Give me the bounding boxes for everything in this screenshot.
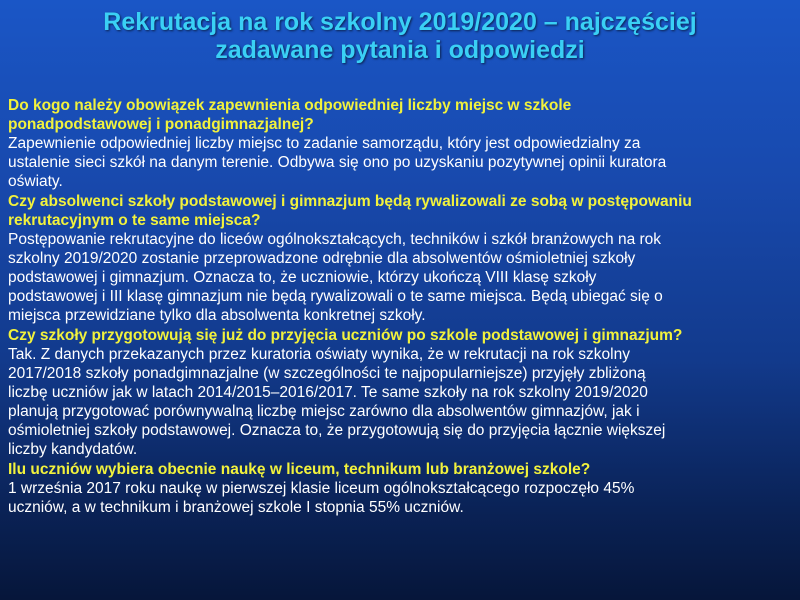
answer-line: liczbę uczniów jak w latach 2014/2015–2016/2017. Te same szkoły na rok szkolny 2019/2020 bbox=[8, 384, 648, 401]
question-line: Do kogo należy obowiązek zapewnienia odpowiedniej liczby miejsc w szkole bbox=[8, 97, 572, 114]
answer-line: 1 września 2017 roku naukę w pierwszej klasie liceum ogólnokształcącego rozpoczęło 45% bbox=[8, 480, 635, 497]
faq-question-1 bbox=[8, 96, 794, 134]
faq-item-2 bbox=[8, 192, 794, 325]
answer-line: miejsca przewidziane tylko dla absolwenta konkretnej szkoły. bbox=[8, 307, 426, 324]
answer-line: Postępowanie rekrutacyjne do liceów ogólnokształcących, techników i szkół branżowych na rok bbox=[8, 231, 662, 248]
question-line: Ilu uczniów wybiera obecnie naukę w liceum, technikum lub branżowej szkole? bbox=[8, 461, 591, 478]
faq-item-3 bbox=[8, 326, 794, 459]
answer-line: podstawowej i III klasę gimnazjum nie będą rywalizowali o te same miejsca. Będą ubiegać się o bbox=[8, 288, 663, 305]
faq-answer-2 bbox=[8, 230, 794, 325]
answer-line: liczby kandydatów. bbox=[8, 441, 138, 458]
slide-title bbox=[0, 8, 800, 64]
answer-line: 2017/2018 szkoły ponadgimnazjalne (w szczególności te najpopularniejsze) przyjęły zbliżoną bbox=[8, 365, 646, 382]
answer-line: uczniów, a w technikum i branżowej szkole I stopnia 55% uczniów. bbox=[8, 499, 464, 516]
faq-answer-4 bbox=[8, 479, 794, 517]
answer-line: planują przygotować porównywalną liczbę miejsc zarówno dla absolwentów gimnazjów, jak i bbox=[8, 403, 640, 420]
question-line: rekrutacyjnym o te same miejsca? bbox=[8, 212, 261, 229]
answer-line: Zapewnienie odpowiedniej liczby miejsc to zadanie samorządu, który jest odpowiedzialny za bbox=[8, 135, 641, 152]
answer-line: ustalenie sieci szkół na danym terenie. Odbywa się ono po uzyskaniu pozytywnej opinii kuratora bbox=[8, 154, 667, 171]
faq-question-3 bbox=[8, 326, 794, 345]
slide-title-line-2: zadawane pytania i odpowiedzi bbox=[215, 36, 585, 64]
answer-line: szkolny 2019/2020 zostanie przeprowadzone odrębnie dla absolwentów ośmioletniej szkoły bbox=[8, 250, 636, 267]
question-line: ponadpodstawowej i ponadgimnazjalnej? bbox=[8, 116, 314, 133]
answer-line: oświaty. bbox=[8, 173, 63, 190]
question-line: Czy szkoły przygotowują się już do przyjęcia uczniów po szkole podstawowej i gimnazjum? bbox=[8, 327, 683, 344]
faq-item-4 bbox=[8, 460, 794, 517]
answer-line: podstawowej i gimnazjum. Oznacza to, że uczniowie, którzy ukończą VIII klasę szkoły bbox=[8, 269, 597, 286]
slide-title-line-1: Rekrutacja na rok szkolny 2019/2020 – najczęściej bbox=[103, 8, 697, 36]
faq-item-1 bbox=[8, 96, 794, 191]
faq-answer-3 bbox=[8, 345, 794, 459]
faq-question-2 bbox=[8, 192, 794, 230]
faq-question-4 bbox=[8, 460, 794, 479]
faq-list bbox=[8, 96, 794, 518]
question-line: Czy absolwenci szkoły podstawowej i gimnazjum będą rywalizowali ze sobą w postępowaniu bbox=[8, 193, 692, 210]
answer-line: Tak. Z danych przekazanych przez kuratoria oświaty wynika, że w rekrutacji na rok szkolny bbox=[8, 346, 630, 363]
faq-answer-1 bbox=[8, 134, 794, 191]
answer-line: ośmioletniej szkoły podstawowej. Oznacza to, że przygotowują się do przyjęcia łącznie większej bbox=[8, 422, 666, 439]
